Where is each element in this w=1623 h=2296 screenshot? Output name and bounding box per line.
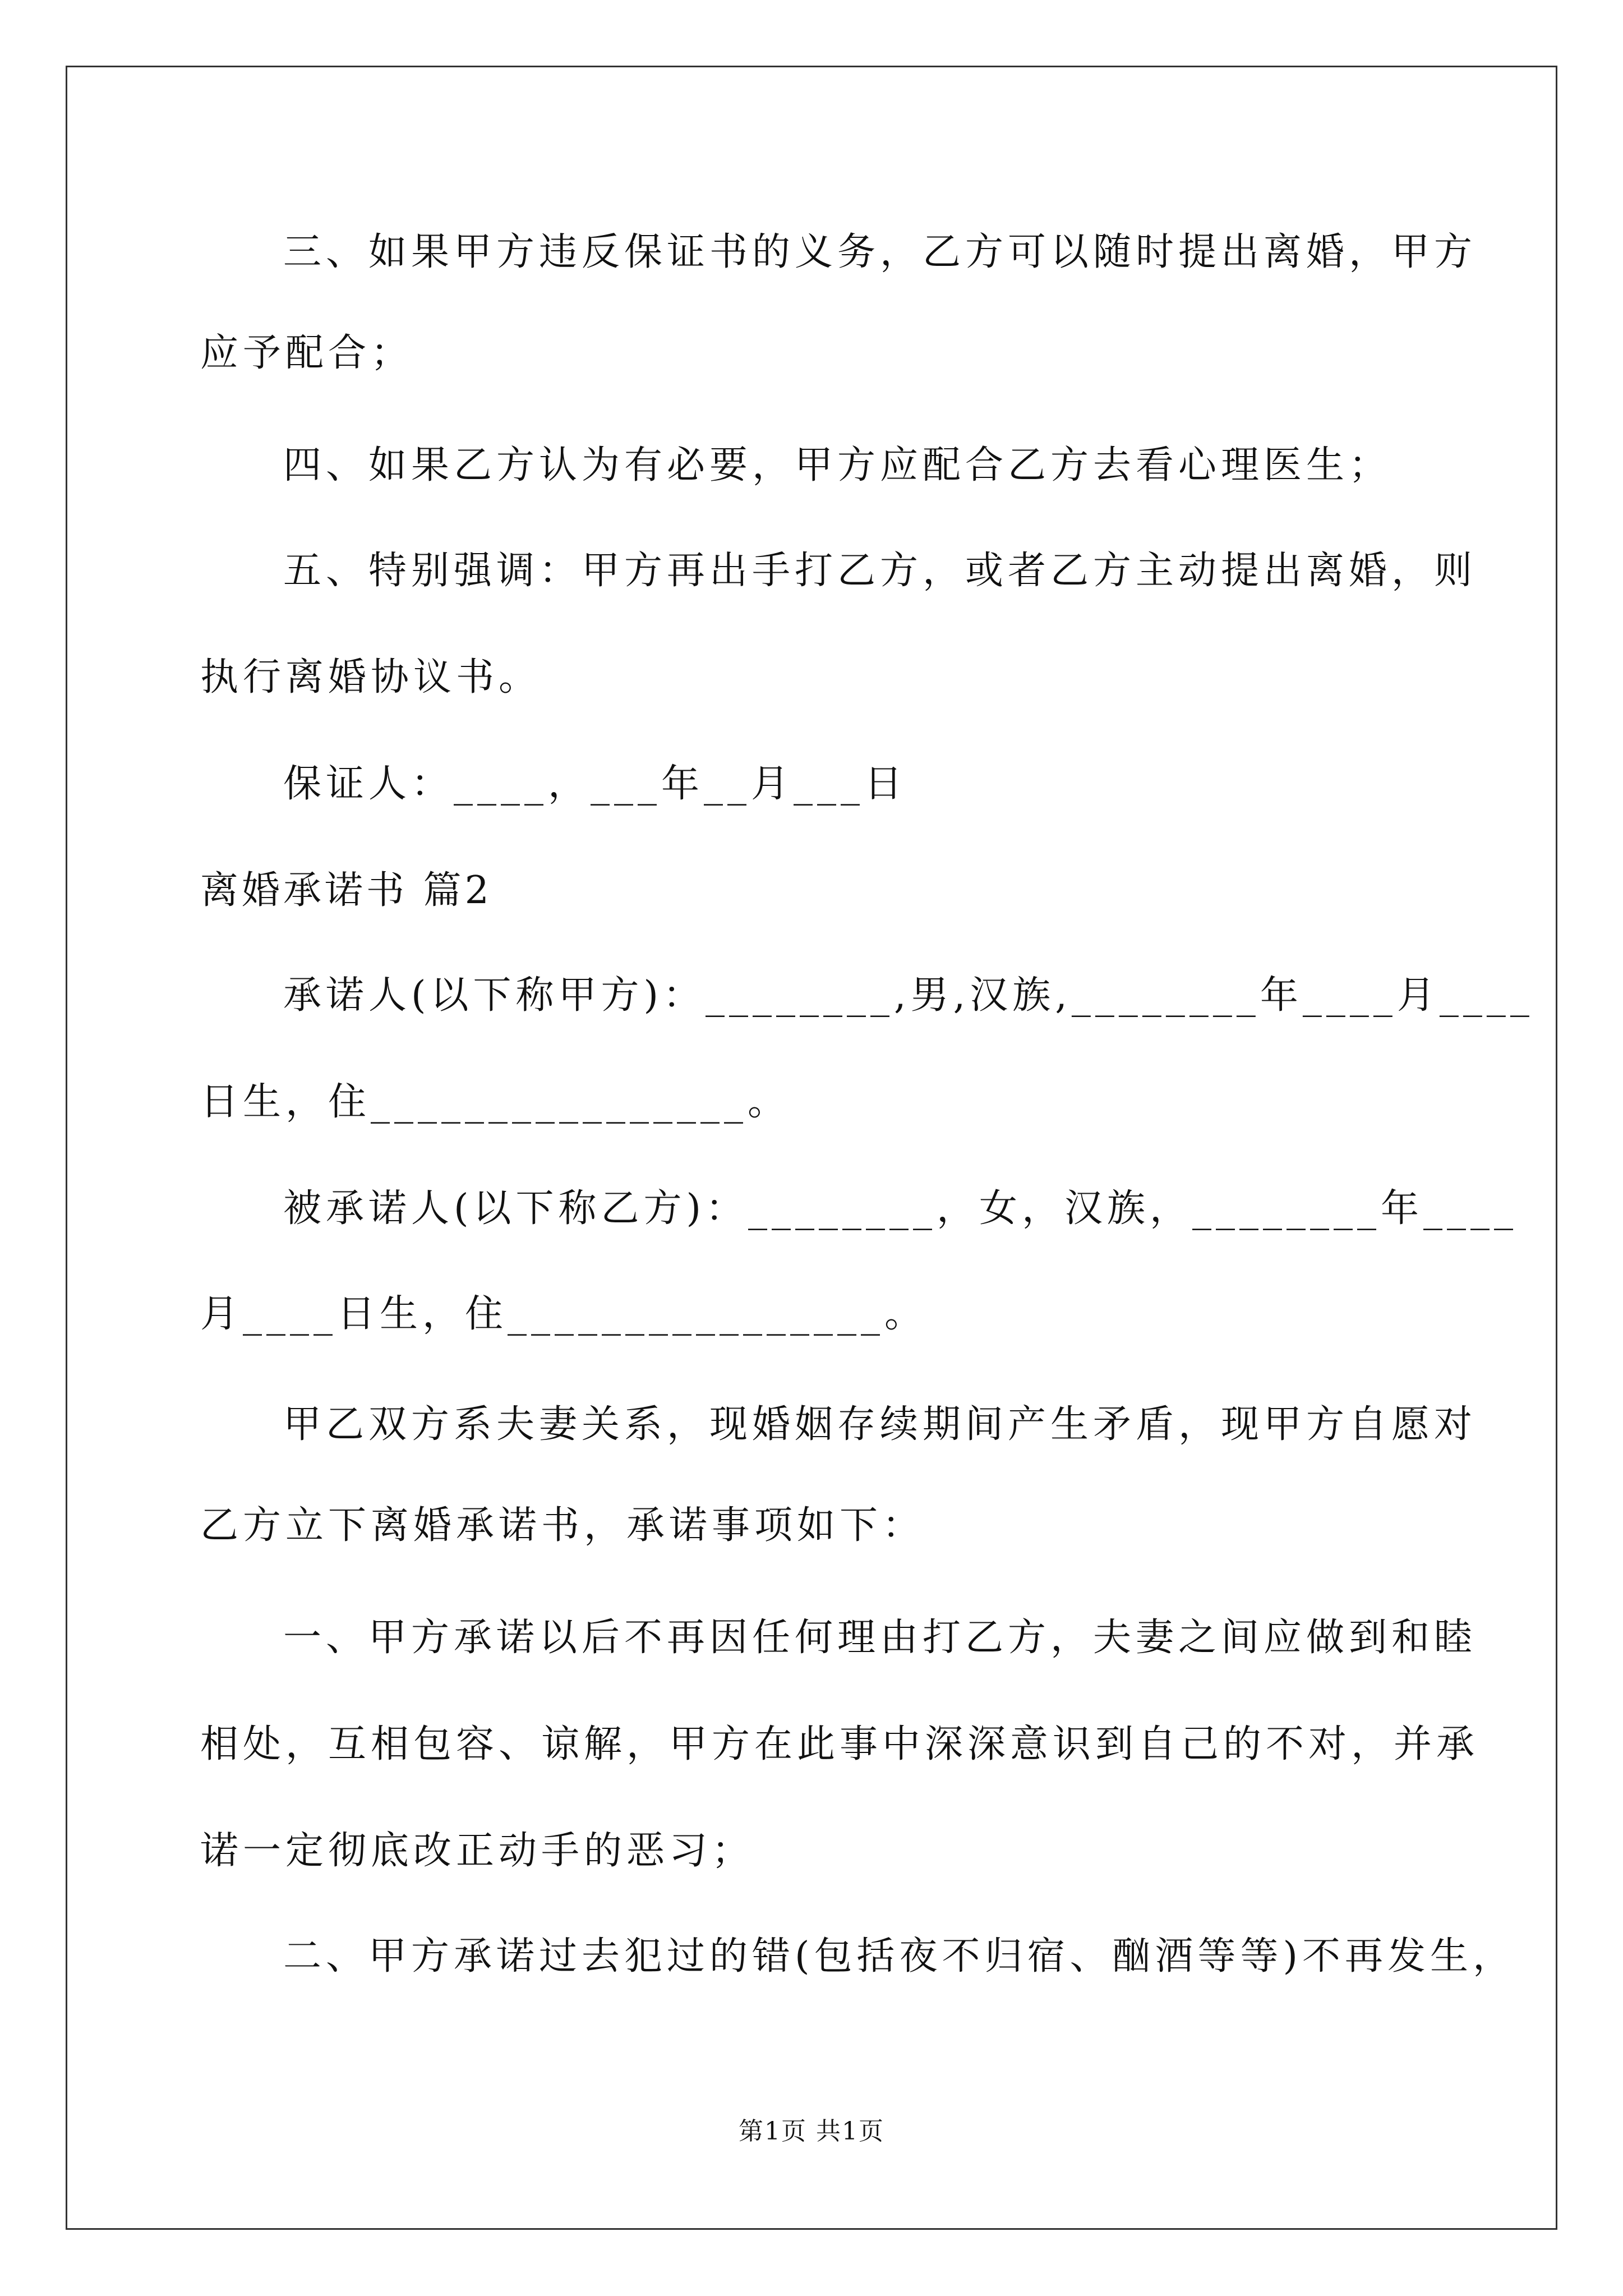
clause-five-line-1: 五、特别强调：甲方再出手打乙方，或者乙方主动提出离婚，则 [283,549,1477,593]
page-border [66,66,1557,2230]
preamble-line-1: 甲乙双方系夫妻关系，现婚姻存续期间产生矛盾，现甲方自愿对 [283,1402,1477,1447]
clause-three-line-1: 三、如果甲方违反保证书的义务，乙方可以随时提出离婚，甲方 [283,230,1477,274]
promise-one-line-3: 诺一定彻底改正动手的恶习； [200,1829,755,1873]
party-b-line-1: 被承诺人(以下称乙方)：________，女，汉族，________年____ [283,1186,1518,1231]
party-b-line-2: 月____日生，住________________。 [200,1292,928,1336]
party-a-line-2: 日生，住________________。 [200,1080,791,1124]
clause-five-line-2: 执行离婚协议书。 [200,655,542,700]
page-footer: 第1页 共1页 [739,2117,884,2146]
section-heading: 离婚承诺书 篇2 [200,868,492,913]
clause-three-line-2: 应予配合； [200,331,414,375]
preamble-line-2: 乙方立下离婚承诺书，承诺事项如下： [200,1503,925,1548]
party-a-line-1: 承诺人(以下称甲方)：________,男,汉族,________年____月____ [283,973,1534,1018]
promise-one-line-2: 相处，互相包容、谅解，甲方在此事中深深意识到自己的不对，并承 [200,1722,1479,1766]
promise-two-line-1: 二、甲方承诺过去犯过的错(包括夜不归宿、酗酒等等)不再发生， [283,1934,1516,1978]
clause-four: 四、如果乙方认为有必要，甲方应配合乙方去看心理医生； [283,443,1392,487]
promise-one-line-1: 一、甲方承诺以后不再因任何理由打乙方，夫妻之间应做到和睦 [283,1616,1477,1660]
guarantor-signature-line: 保证人：____，___年__月___日 [283,762,907,806]
